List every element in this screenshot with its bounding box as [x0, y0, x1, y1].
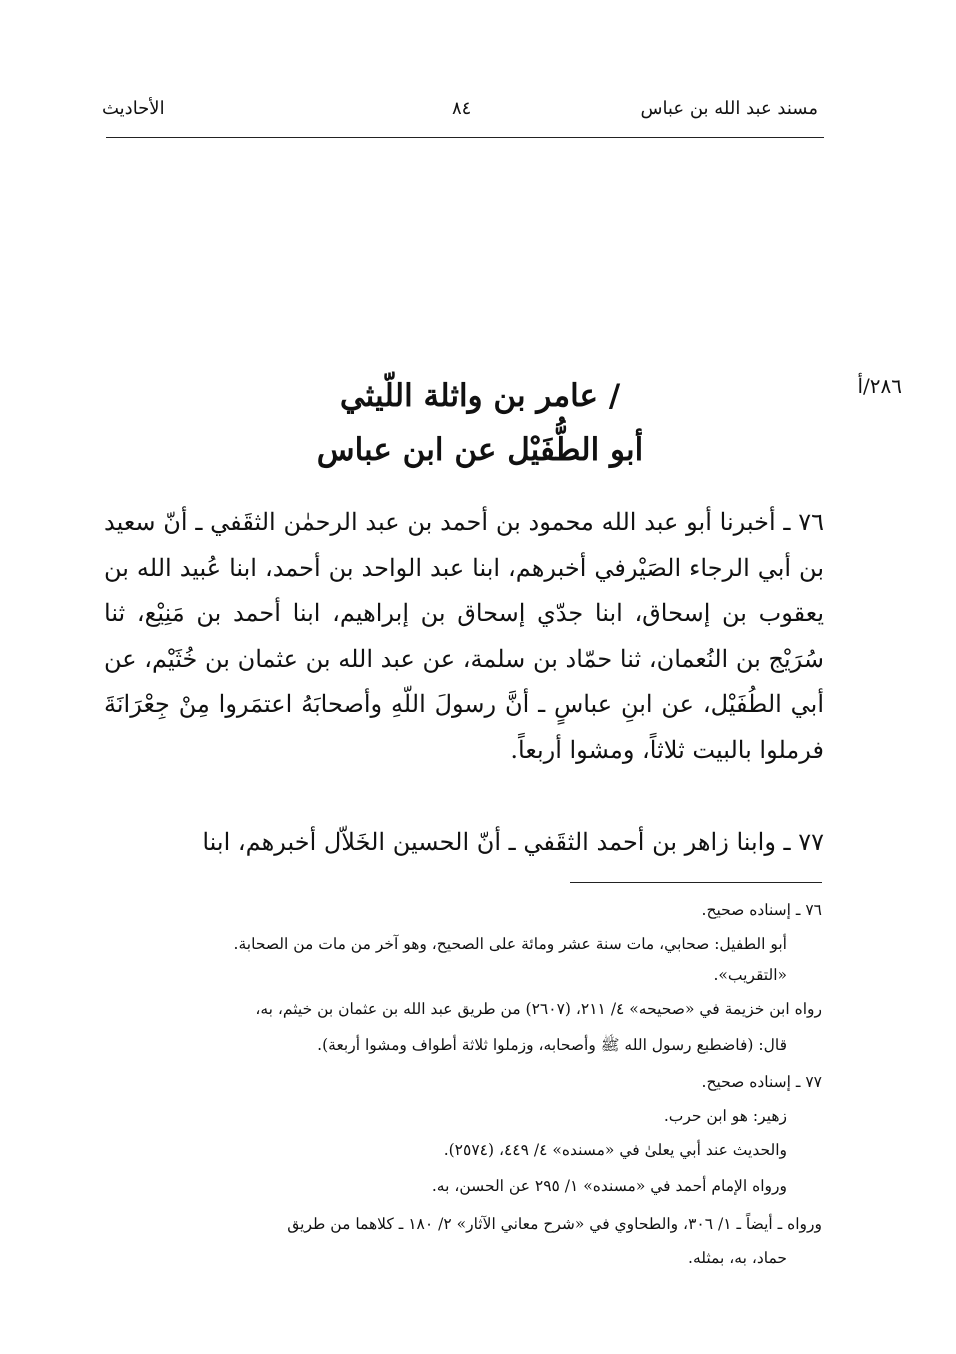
footnote-line: زهير: هو ابن حرب.	[663, 1107, 787, 1125]
footnote-line: ورواه ـ أيضاً ـ ١/ ٣٠٦، والطحاوي في «شرح معاني الآثار» ٢/ ١٨٠ ـ كلاهما من طريق	[287, 1215, 822, 1233]
page-number: ٨٤	[452, 98, 472, 119]
header-rule	[106, 137, 824, 138]
footnote-line: ٧٧ ـ إسناده صحيح.	[701, 1073, 822, 1091]
chapter-title-line-2: أبو الطُّفَيْل عن ابن عباس	[316, 432, 644, 468]
manuscript-folio-note: ٢٨٦/أ	[857, 374, 902, 398]
footnote-rule	[570, 882, 822, 883]
footnote-line: أبو الطفيل: صحابي، مات سنة عشر ومائة على الصحيح، وهو آخر من مات من الصحابة.	[233, 935, 787, 953]
chapter-title-line-1: / عامر بن واثلة اللّيثي	[339, 378, 621, 414]
footnote-line: ورواه الإمام أحمد في «مسنده» ١/ ٢٩٥ عن الحسن، به.	[431, 1177, 787, 1195]
footnote-line: حماد، به، بمثله.	[688, 1249, 787, 1267]
footnote-line: ٧٦ ـ إسناده صحيح.	[701, 901, 822, 919]
running-header-section: الأحاديث	[102, 98, 165, 119]
footnote-line: «التقريب».	[713, 966, 787, 984]
hadith-77: ٧٧ ـ وابنا زاهر بن أحمد الثقَفي ـ أنّ الحسين الخَلاّل أخبرهم، ابنا	[202, 828, 824, 856]
running-header-book-title: مسند عبد الله بن عباس	[640, 98, 818, 119]
footnote-line: والحديث عند أبي يعلىٰ في «مسنده» ٤/ ٤٤٩، (٢٥٧٤).	[443, 1141, 787, 1159]
footnote-line: رواه ابن خزيمة في «صحيحه» ٤/ ٢١١، (٢٦٠٧) من طريق عبد الله بن عثمان بن خيثم، به،	[255, 1000, 822, 1018]
footnote-line: قال: (فاضطبع رسول الله ﷺ وأصحابه، وزملوا ثلاثة أطواف ومشوا أربعة).	[317, 1036, 787, 1054]
hadith-76: ٧٦ ـ أخبرنا أبو عبد الله محمود بن أحمد بن عبد الرحمٰن الثقَفي ـ أنّ سعيد بن أبي الرجاء الصَيْرفي أخبرهم، ابنا عبد الواحد بن أحمد، ابنا عُبيد الله بن يعقوب بن إسحاق، ابنا جدّي إسحاق بن إبراهيم، ابنا أحمد بن مَنِيْع، ثنا سُرَيْج بن النُعمان، ثنا حمّاد بن سلمة، عن عبد الله بن عثمان بن خُثَيْم، عن أبي الطُفَيْل، عن ابنِ عباسٍ ـ أنَّ رسولَ اللّهِ وأصحابَهُ اعتمَروا مِنْ جِعْرَانَةَ فرملوا بالبيت ثلاثاً، ومشوا أربعاً.	[104, 508, 824, 764]
